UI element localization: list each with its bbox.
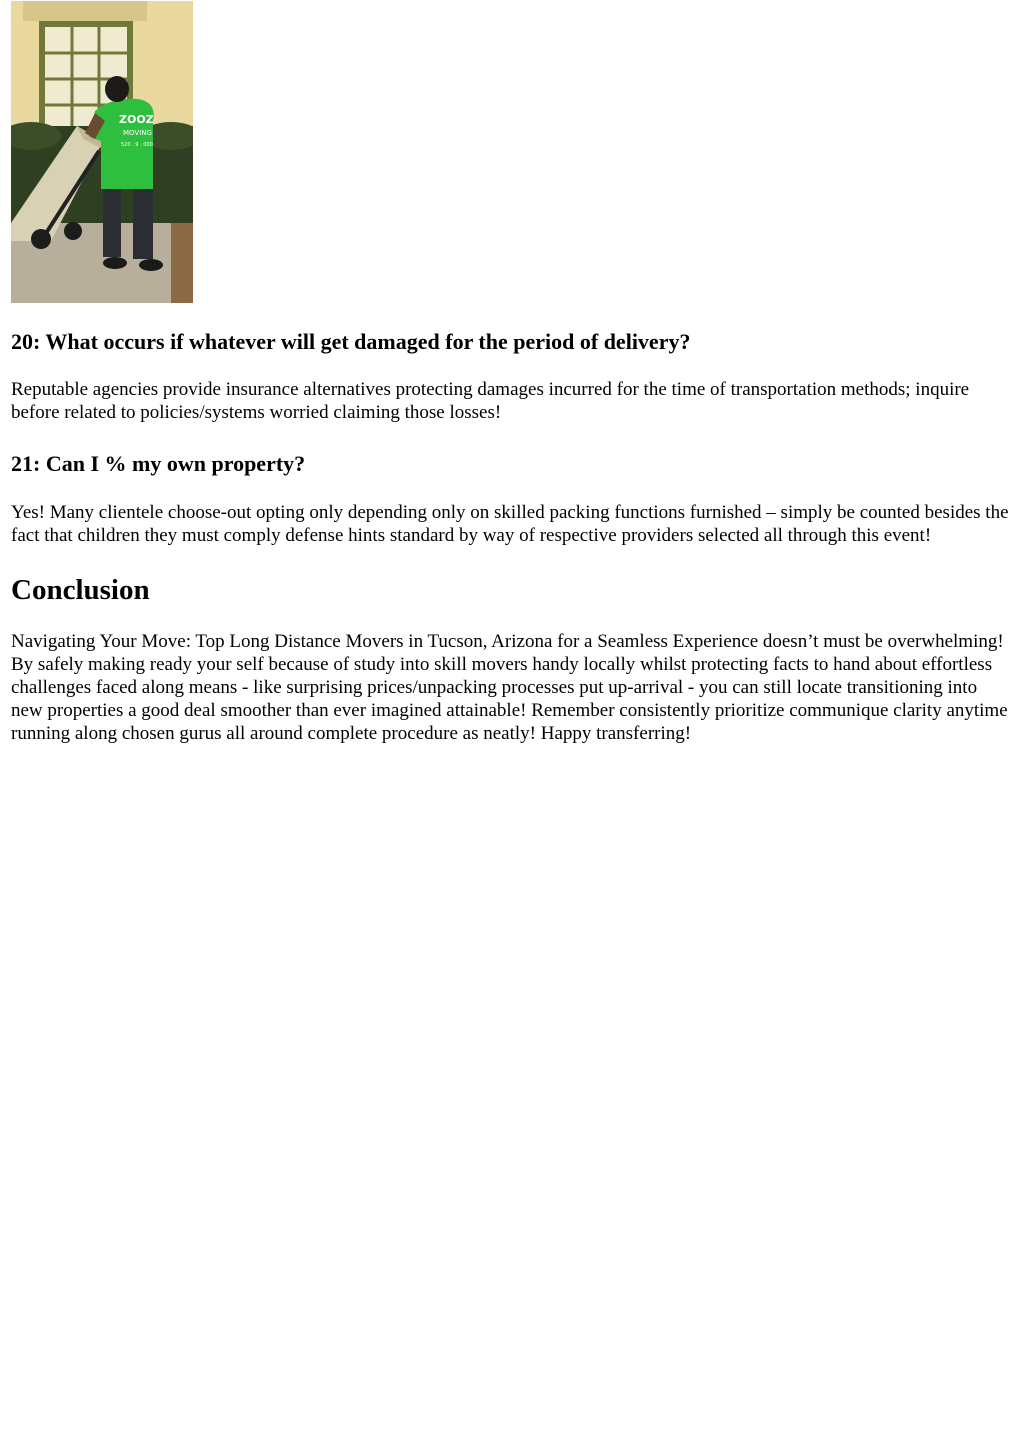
faq-heading-21: 21: Can I % my own property? [11, 451, 306, 476]
conclusion-body: Navigating Your Move: Top Long Distance Movers in Tucson, Arizona for a Seamless Experience doesn’t must be overwhelming! By safely making ready your self because of study into skill movers handy locally whilst protecting facts to hand about effortless challenges faced along means - like surprising prices/unpacking processes put up-arrival - you can still locate transitioning into new properties a good deal smoother than ever imagined attainable! Remember consistently prioritize communique clarity anytime running along chosen gurus all around complete procedure as neatly! Happy transferring! [11, 631, 1008, 744]
mover-photo [11, 1, 193, 303]
svg-text:MOVING: MOVING [123, 129, 152, 137]
faq-answer-20: Reputable agencies provide insurance alternatives protecting damages incurred for the time of transportation methods; inquire before related to policies/systems worried claiming those losses! [11, 379, 970, 423]
svg-text:520 . 9 . 000: 520 . 9 . 000 [121, 142, 153, 148]
mover-illustration [11, 1, 193, 303]
article-content [11, 0, 1013, 745]
faq-answer-21: Yes! Many clientele choose-out opting only depending only on skilled packing functions furnished – simply be counted besides the fact that children they must comply defense hints standard by way of respective providers selected all through this event! [11, 502, 1009, 546]
conclusion-heading: Conclusion [11, 574, 150, 606]
faq-heading-20: 20: What occurs if whatever will get damaged for the period of delivery? [11, 329, 691, 354]
svg-text:ZOOZ: ZOOZ [119, 113, 154, 126]
